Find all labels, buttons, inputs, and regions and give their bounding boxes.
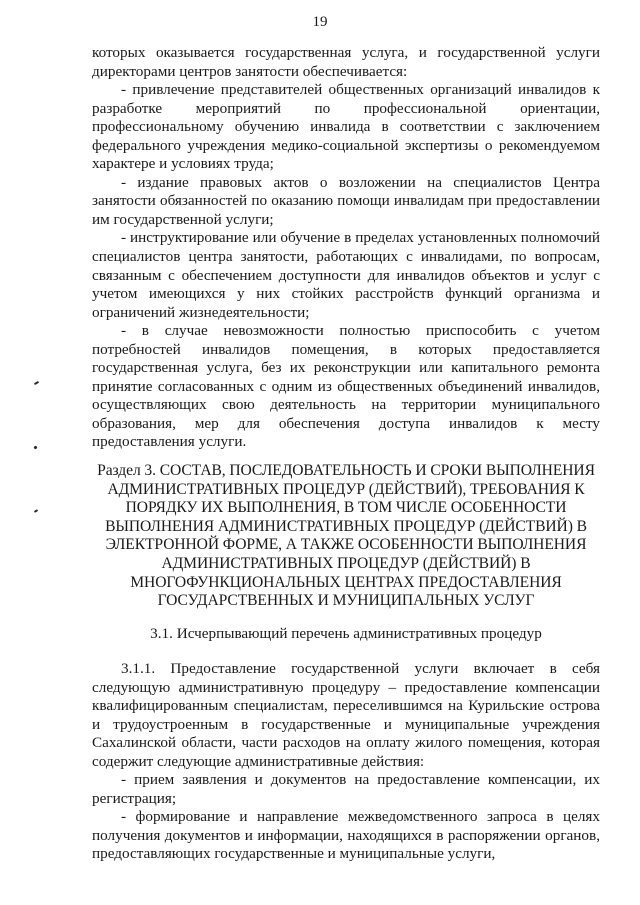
- paragraph: которых оказывается государственная услуга, и государственной услуги директорами центров занятости обеспечивается:: [92, 44, 600, 80]
- list-item: - инструктирование или обучение в пределах установленных полномочий специалистов центра занятости, работающих с инвалидами, по вопросам, связанным с обеспечением доступности для инвалидов объектов и услуг с учетом имеющихся у них стойких расстройств функций организма и ограничений жизнедеятельности;: [92, 229, 600, 321]
- list-item: - издание правовых актов о возложении на специалистов Центра занятости обязанностей по оказанию помощи инвалидам при предоставлении им государственной услуги;: [92, 173, 600, 228]
- list-item: - прием заявления и документов на предоставление компенсации, их регистрация;: [92, 771, 600, 807]
- section-heading: Раздел 3. СОСТАВ, ПОСЛЕДОВАТЕЛЬНОСТЬ И СРОКИ ВЫПОЛНЕНИЯ АДМИНИСТРАТИВНЫХ ПРОЦЕДУР (ДЕЙСТВИЙ), ТРЕБОВАНИЯ К ПОРЯДКУ ИХ ВЫПОЛНЕНИЯ, В ТОМ ЧИСЛЕ ОСОБЕННОСТИ ВЫПОЛНЕНИЯ АДМИНИСТРАТИВНЫХ ПРОЦЕДУР (ДЕЙСТВИЙ) В ЭЛЕКТРОННОЙ ФОРМЕ, А ТАКЖЕ ОСОБЕННОСТИ ВЫПОЛНЕНИЯ АДМИНИСТРАТИВНЫХ ПРОЦЕДУР (ДЕЙСТВИЙ) В МНОГОФУНКЦИОНАЛЬНЫХ ЦЕНТРАХ ПРЕДОСТАВЛЕНИЯ ГОСУДАРСТВЕННЫХ И МУНИЦИПАЛЬНЫХ УСЛУГ: [97, 462, 595, 610]
- scan-speck: [34, 381, 39, 385]
- scan-speck: [33, 445, 37, 449]
- list-item: - формирование и направление межведомственного запроса в целях получения документов и информации, находящихся в распоряжении органов, предоставляющих государственные и муниципальные услуги,: [92, 808, 600, 863]
- scan-speck: [34, 509, 38, 513]
- list-item: - в случае невозможности полностью приспособить с учетом потребностей инвалидов помещения, в которых предоставляется государственная услуга, без их реконструкции или капитального ремонта принятие согласованных с одним из общественных объединений инвалидов, осуществляющих свою деятельность на территории муниципального образования, мер для обеспечения доступа инвалидов к месту предоставления услуги.: [92, 322, 600, 451]
- section-body: [92, 660, 600, 864]
- paragraph: 3.1.1. Предоставление государственной услуги включает в себя следующую административную процедуру – предоставление компенсации квалифицированным специалистам, переселившимся на Курильские острова и трудоустроенным в государственные и муниципальные учреждения Сахалинской области, части расходов на оплату жилого помещения, которая содержит следующие административные действия:: [92, 660, 600, 770]
- page-number: 19: [312, 14, 328, 30]
- continuation-text: [92, 44, 600, 452]
- list-item: - привлечение представителей общественных организаций инвалидов к разработке мероприятий по профессиональной ориентации, профессиональному обучению инвалида в соответствии с заключением федерального учреждения медико-социальной экспертизы о рекомендуемом характере и условиях труда;: [92, 81, 600, 173]
- subsection-heading: 3.1. Исчерпывающий перечень административных процедур: [150, 625, 542, 642]
